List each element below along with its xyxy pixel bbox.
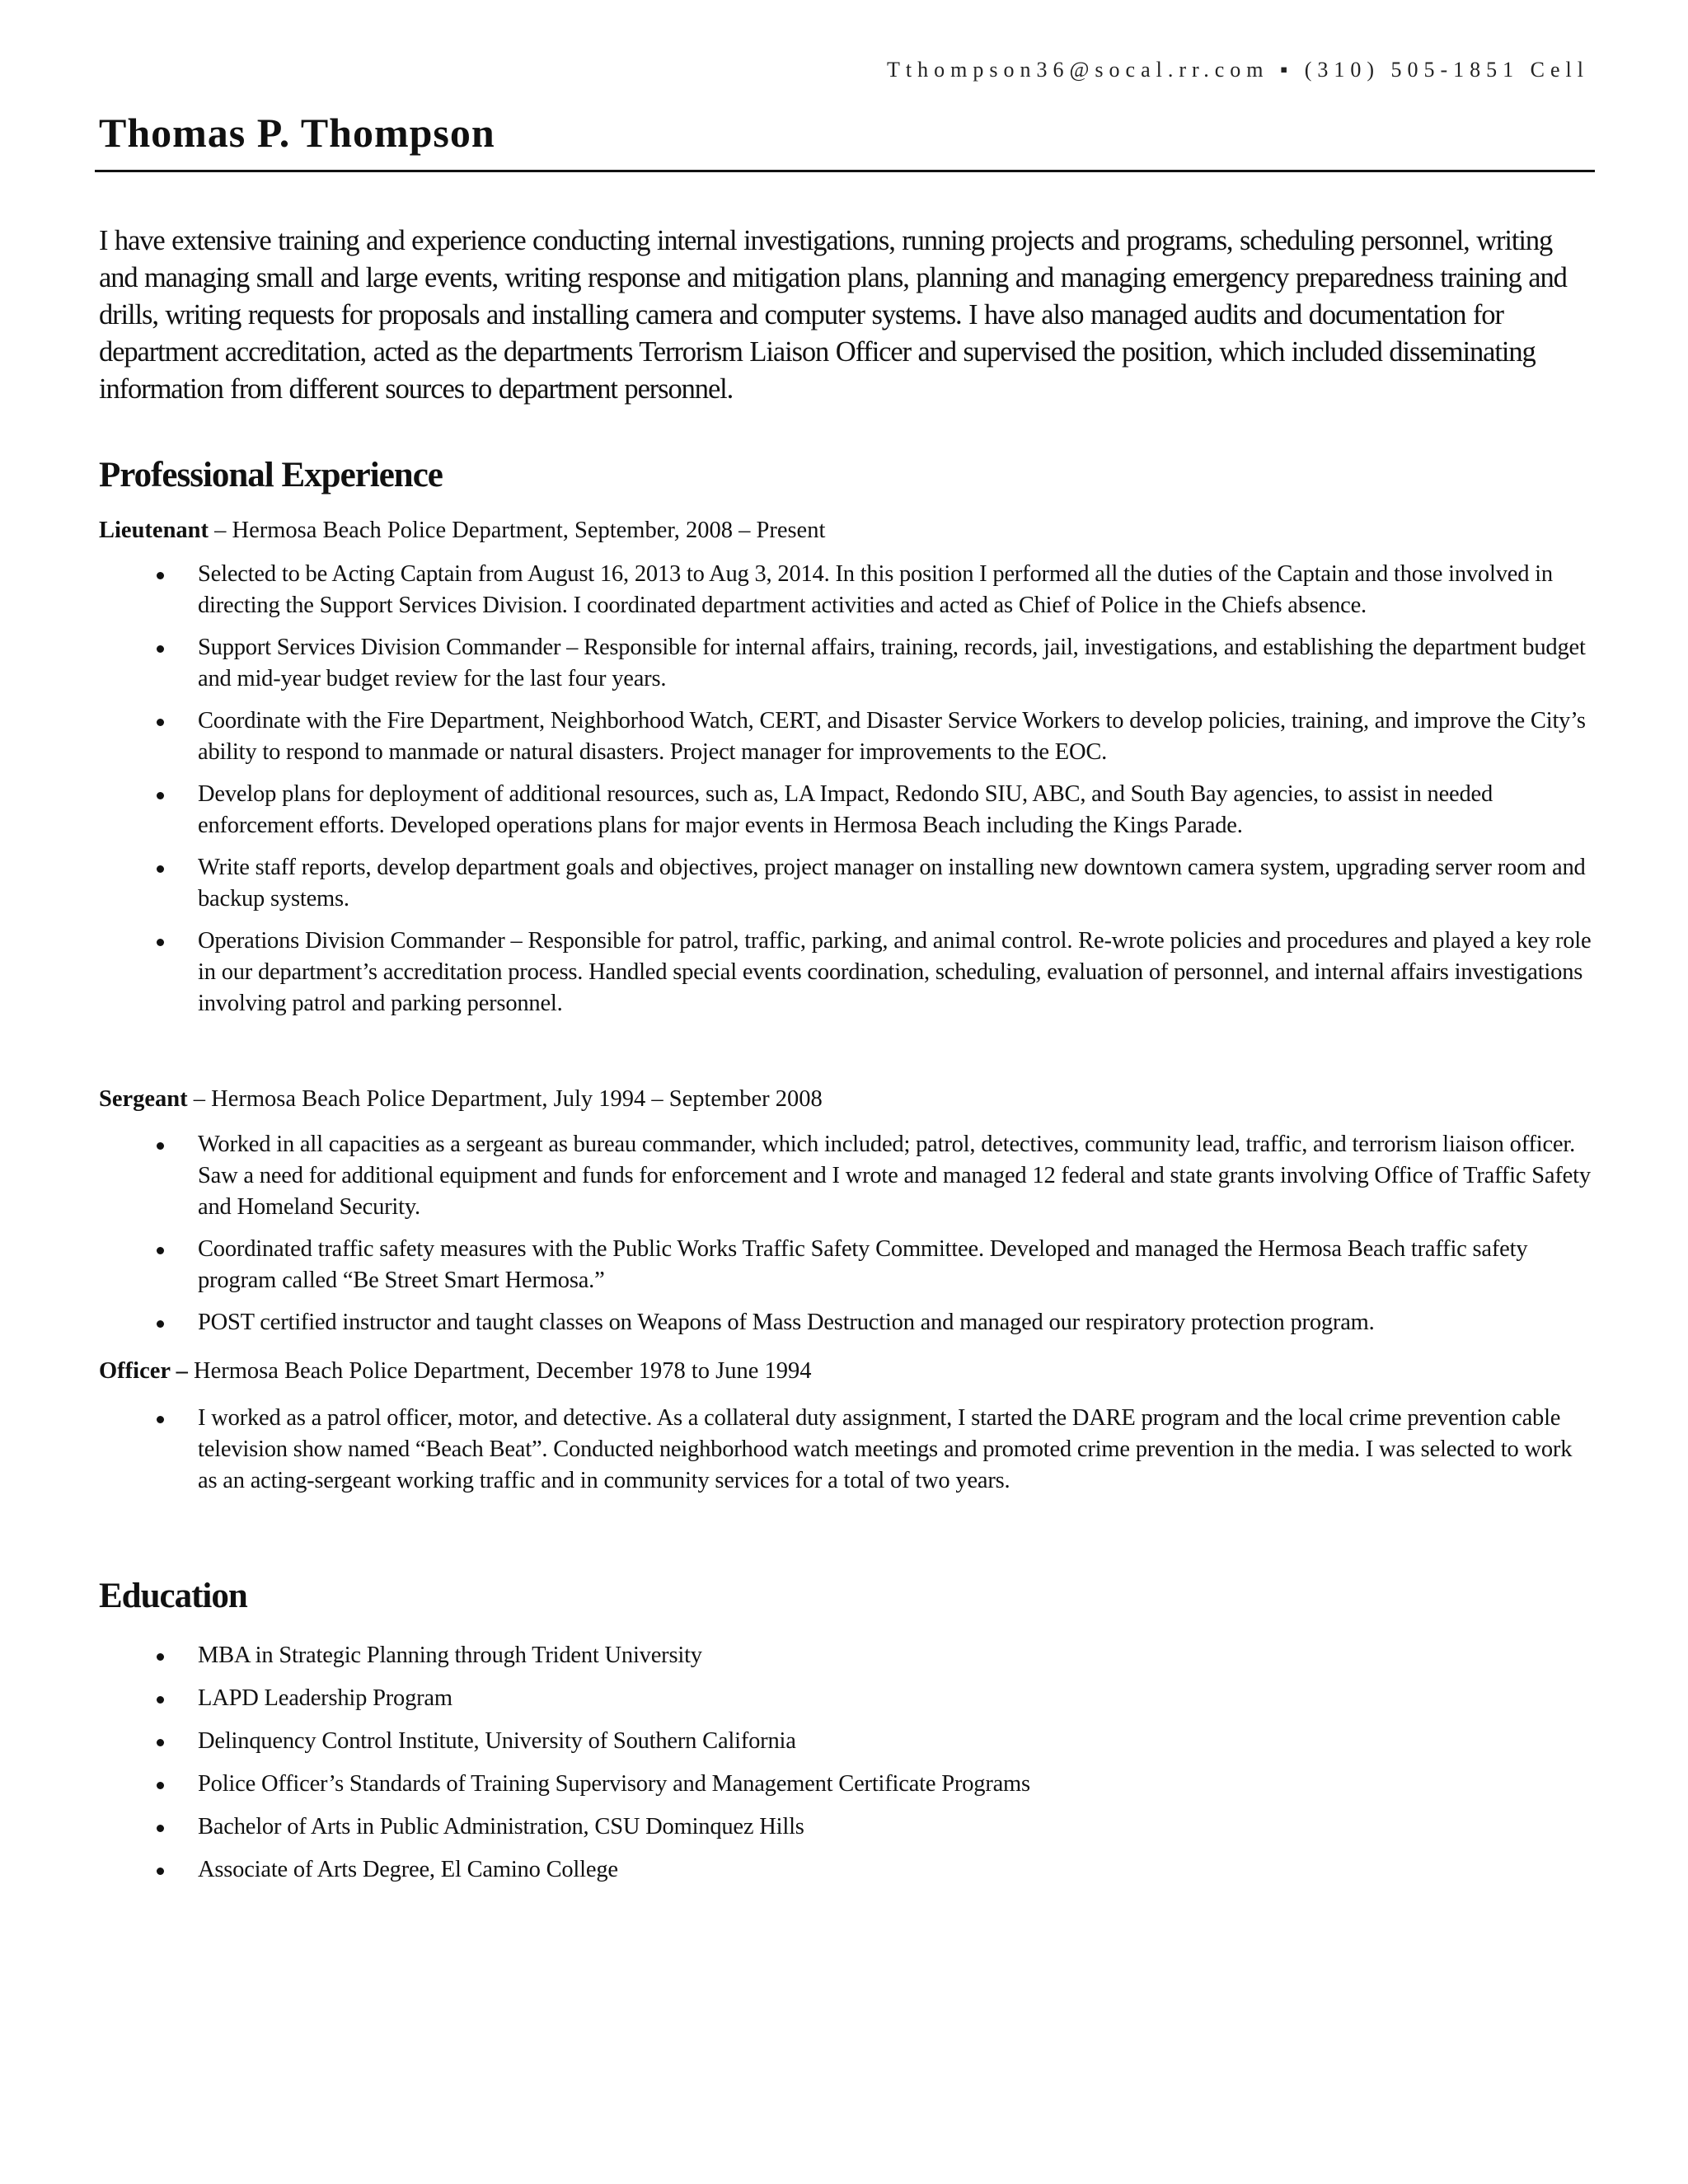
- list-item: Associate of Arts Degree, El Camino College: [99, 1854, 1595, 1886]
- job-title: Officer –: [99, 1358, 188, 1384]
- bullet-icon: [157, 1416, 164, 1423]
- list-item: Bachelor of Arts in Public Administration, CSU Dominquez Hills: [99, 1811, 1595, 1843]
- contact-info: Tthompson36@socal.rr.com ▪ (310) 505-1851 Cell: [887, 58, 1589, 82]
- job-header-officer: [99, 1358, 812, 1385]
- education-list: [99, 1640, 1595, 1897]
- list-item: Write staff reports, develop department goals and objectives, project manager on installing new downtown camera system, upgrading server room and backup systems.: [99, 852, 1595, 915]
- lieutenant-duties-list: [99, 559, 1595, 1030]
- bullet-icon: [157, 1653, 164, 1661]
- list-item: Coordinate with the Fire Department, Neighborhood Watch, CERT, and Disaster Service Workers to develop policies, training, and improve the City’s ability to respond to manmade or natural disasters. Project manager for improvements to the EOC.: [99, 705, 1595, 768]
- list-item: LAPD Leadership Program: [99, 1683, 1595, 1714]
- bullet-icon: [157, 1868, 164, 1875]
- bullet-icon: [157, 865, 164, 873]
- job-detail: – Hermosa Beach Police Department, September, 2008 – Present: [209, 518, 826, 543]
- job-title: Lieutenant: [99, 518, 209, 543]
- education-heading: Education: [99, 1577, 247, 1615]
- bullet-icon: [157, 1247, 164, 1254]
- experience-heading: Professional Experience: [99, 456, 443, 494]
- list-item: Support Services Division Commander – Responsible for internal affairs, training, records, jail, investigations, and establishing the department budget and mid-year budget review for the last four years.: [99, 632, 1595, 695]
- job-title: Sergeant: [99, 1086, 188, 1112]
- bullet-icon: [157, 1825, 164, 1832]
- list-item: Worked in all capacities as a sergeant as bureau commander, which included; patrol, detectives, community lead, traffic, and terrorism liaison officer. Saw a need for additional equipment and funds for enforcement and I wrote and managed 12 federal and state grants involving Office of Traffic Safety and Homeland Security.: [99, 1129, 1595, 1223]
- job-detail: – Hermosa Beach Police Department, July 1994 – September 2008: [187, 1086, 823, 1112]
- list-item: Operations Division Commander – Responsible for patrol, traffic, parking, and animal control. Re-wrote policies and procedures and played a key role in our department’s accreditation process. Handled special events coordination, scheduling, evaluation of personnel, and internal affairs investigations involving patrol and parking personnel.: [99, 926, 1595, 1019]
- bullet-icon: [157, 719, 164, 726]
- list-item: I worked as a patrol officer, motor, and detective. As a collateral duty assignment, I started the DARE program and the local crime prevention cable television show named “Beach Beat”. Conducted neighborhood watch meetings and promoted crime prevention in the media. I was selected to work as an acting-sergeant working traffic and in community services for a total of two years.: [99, 1403, 1595, 1497]
- list-item: Delinquency Control Institute, University of Southern California: [99, 1726, 1595, 1757]
- job-header-lieutenant: [99, 518, 825, 544]
- officer-duties-list: [99, 1403, 1595, 1497]
- bullet-icon: [157, 1739, 164, 1746]
- bullet-icon: [157, 1782, 164, 1789]
- bullet-icon: [157, 1142, 164, 1150]
- summary-paragraph: I have extensive training and experience conducting internal investigations, running projects and programs, scheduling personnel, writing and managing small and large events, writing response and mitigation plans, planning and managing emergency preparedness training and drills, writing requests for proposals and installing camera and computer systems. I have also managed audits and documentation for department accreditation, acted as the departments Terrorism Liaison Officer and supervised the position, which included disseminating information from different sources to department personnel.: [99, 225, 1567, 405]
- list-item: Coordinated traffic safety measures with the Public Works Traffic Safety Committee. Developed and managed the Hermosa Beach traffic safety program called “Be Street Smart Hermosa.”: [99, 1234, 1595, 1296]
- header-divider: [95, 170, 1595, 172]
- bullet-icon: [157, 645, 164, 653]
- list-item: Develop plans for deployment of additional resources, such as, LA Impact, Redondo SIU, ABC, and South Bay agencies, to assist in needed enforcement efforts. Developed operations plans for major events in Hermosa Beach including the Kings Parade.: [99, 779, 1595, 841]
- sergeant-duties-list: [99, 1129, 1595, 1349]
- candidate-name: Thomas P. Thompson: [99, 110, 495, 156]
- list-item: Police Officer’s Standards of Training Supervisory and Management Certificate Programs: [99, 1769, 1595, 1800]
- bullet-icon: [157, 572, 164, 579]
- bullet-icon: [157, 1696, 164, 1704]
- bullet-icon: [157, 939, 164, 946]
- list-item: MBA in Strategic Planning through Trident University: [99, 1640, 1595, 1671]
- job-detail: Hermosa Beach Police Department, December 1978 to June 1994: [187, 1358, 812, 1384]
- bullet-icon: [157, 1320, 164, 1328]
- bullet-icon: [157, 792, 164, 799]
- job-header-sergeant: [99, 1086, 823, 1113]
- list-item: Selected to be Acting Captain from August 16, 2013 to Aug 3, 2014. In this position I performed all the duties of the Captain and those involved in directing the Support Services Division. I coordinated department activities and acted as Chief of Police in the Chiefs absence.: [99, 559, 1595, 621]
- list-item: POST certified instructor and taught classes on Weapons of Mass Destruction and managed our respiratory protection program.: [99, 1307, 1595, 1338]
